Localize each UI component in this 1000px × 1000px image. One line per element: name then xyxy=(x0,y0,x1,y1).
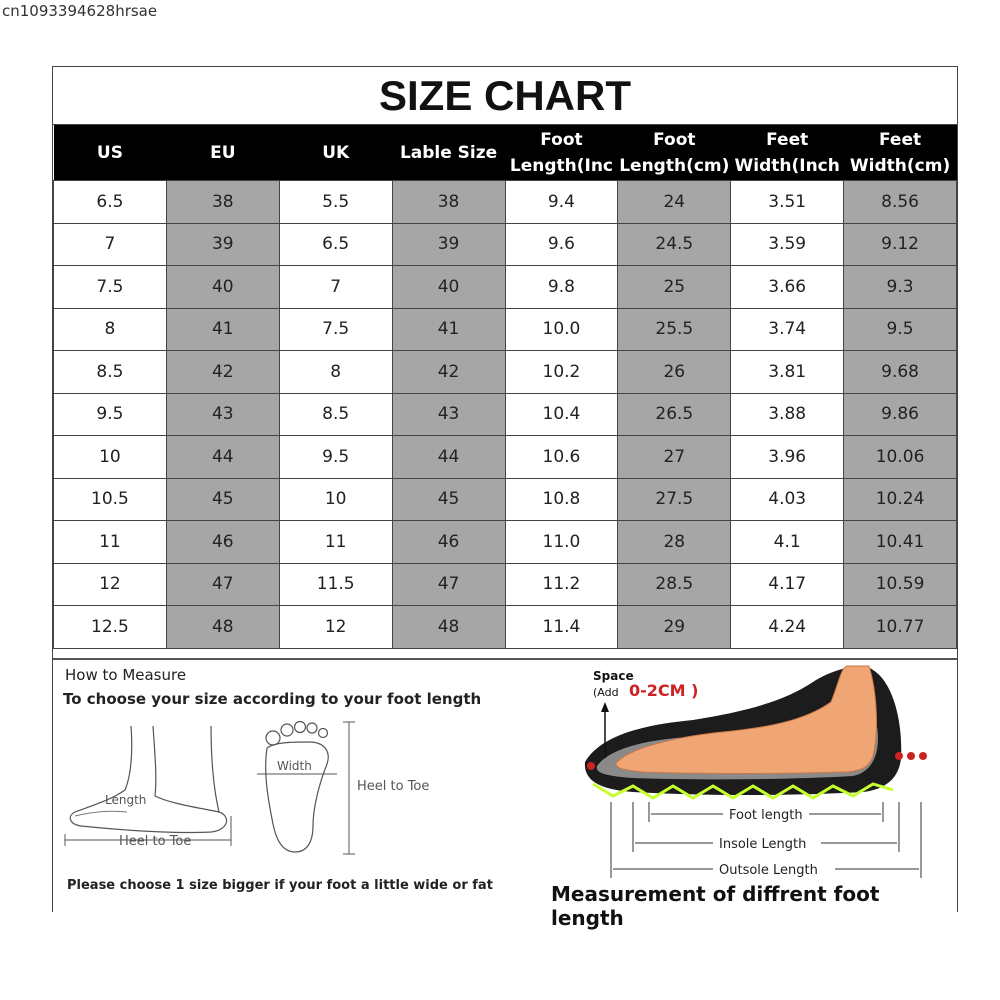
table-cell: 40 xyxy=(392,266,505,309)
size-chart xyxy=(52,66,958,930)
heel-to-toe-label: Heel to Toe xyxy=(119,834,192,849)
table-row xyxy=(54,308,957,351)
table-row xyxy=(54,266,957,309)
table-cell: 41 xyxy=(166,308,279,351)
table-cell: 43 xyxy=(166,393,279,436)
shoe-measurement-illustration xyxy=(573,662,957,880)
column-header: Lable Size xyxy=(392,125,505,181)
table-cell: 29 xyxy=(618,606,731,649)
table-cell: 10.5 xyxy=(54,478,167,521)
table-cell: 3.51 xyxy=(731,181,844,224)
column-header: Foot Length(cm) xyxy=(618,125,731,181)
table-cell: 4.1 xyxy=(731,521,844,564)
table-cell: 27 xyxy=(618,436,731,479)
table-body xyxy=(54,181,957,649)
column-header: EU xyxy=(166,125,279,181)
table-cell: 9.8 xyxy=(505,266,618,309)
table-header-row xyxy=(54,125,957,181)
table-cell: 11 xyxy=(279,521,392,564)
space-label: Space xyxy=(593,669,634,683)
table-row xyxy=(54,223,957,266)
table-cell: 9.86 xyxy=(844,393,957,436)
table-cell: 38 xyxy=(166,181,279,224)
range-label: 0-2CM ) xyxy=(629,681,699,700)
table-cell: 48 xyxy=(392,606,505,649)
table-cell: 10 xyxy=(279,478,392,521)
how-to-measure-note: Please choose 1 size bigger if your foot a little wide or fat xyxy=(67,878,493,893)
table-cell: 4.24 xyxy=(731,606,844,649)
table-cell: 47 xyxy=(166,563,279,606)
table-cell: 11.4 xyxy=(505,606,618,649)
table-cell: 26.5 xyxy=(618,393,731,436)
table-cell: 10 xyxy=(54,436,167,479)
table-cell: 12 xyxy=(279,606,392,649)
table-cell: 46 xyxy=(166,521,279,564)
table-cell: 4.17 xyxy=(731,563,844,606)
table-cell: 38 xyxy=(392,181,505,224)
foot-length-label: Foot length xyxy=(729,808,803,823)
table-cell: 10.2 xyxy=(505,351,618,394)
table-cell: 7.5 xyxy=(279,308,392,351)
table-cell: 26 xyxy=(618,351,731,394)
table-cell: 11.0 xyxy=(505,521,618,564)
watermark-text: cn1093394628hrsae xyxy=(2,2,158,20)
column-header: US xyxy=(54,125,167,181)
column-header: UK xyxy=(279,125,392,181)
table-cell: 46 xyxy=(392,521,505,564)
table-cell: 42 xyxy=(166,351,279,394)
table-cell: 9.12 xyxy=(844,223,957,266)
table-cell: 3.59 xyxy=(731,223,844,266)
table-cell: 24.5 xyxy=(618,223,731,266)
table-cell: 12.5 xyxy=(54,606,167,649)
table-cell: 43 xyxy=(392,393,505,436)
table-row xyxy=(54,521,957,564)
table-cell: 48 xyxy=(166,606,279,649)
table-row xyxy=(54,181,957,224)
table-cell: 3.88 xyxy=(731,393,844,436)
measurement-caption: Measurement of diffrent foot length xyxy=(551,882,880,930)
heel-to-toe-vertical-label: Heel to Toe xyxy=(357,779,429,794)
foot-top-illustration xyxy=(249,714,429,864)
table-cell: 8.5 xyxy=(279,393,392,436)
table-row xyxy=(54,478,957,521)
add-label: (Add xyxy=(593,686,619,699)
table-cell: 28 xyxy=(618,521,731,564)
table-cell: 4.03 xyxy=(731,478,844,521)
column-header: Feet Width(cm) xyxy=(844,125,957,181)
table-cell: 10.41 xyxy=(844,521,957,564)
table-cell: 9.68 xyxy=(844,351,957,394)
table-cell: 9.5 xyxy=(54,393,167,436)
table-cell: 6.5 xyxy=(279,223,392,266)
table-row xyxy=(54,393,957,436)
table-cell: 25 xyxy=(618,266,731,309)
how-to-measure-subtitle: To choose your size according to your foot length xyxy=(63,690,482,708)
table-cell: 27.5 xyxy=(618,478,731,521)
table-cell: 8.5 xyxy=(54,351,167,394)
table-row xyxy=(54,436,957,479)
table-cell: 10.06 xyxy=(844,436,957,479)
size-table xyxy=(53,125,957,649)
table-cell: 3.96 xyxy=(731,436,844,479)
table-cell: 8 xyxy=(54,308,167,351)
table-cell: 7 xyxy=(54,223,167,266)
table-cell: 10.0 xyxy=(505,308,618,351)
chart-title: SIZE CHART xyxy=(53,67,957,125)
table-cell: 39 xyxy=(392,223,505,266)
table-cell: 10.8 xyxy=(505,478,618,521)
table-cell: 42 xyxy=(392,351,505,394)
table-cell: 25.5 xyxy=(618,308,731,351)
table-cell: 3.74 xyxy=(731,308,844,351)
table-cell: 44 xyxy=(166,436,279,479)
table-cell: 8.56 xyxy=(844,181,957,224)
table-cell: 5.5 xyxy=(279,181,392,224)
table-cell: 3.81 xyxy=(731,351,844,394)
table-cell: 11.2 xyxy=(505,563,618,606)
table-cell: 10.59 xyxy=(844,563,957,606)
table-cell: 3.66 xyxy=(731,266,844,309)
width-label: Width xyxy=(277,759,312,773)
table-cell: 10.24 xyxy=(844,478,957,521)
table-cell: 9.5 xyxy=(844,308,957,351)
table-row xyxy=(54,351,957,394)
column-header: Foot Length(Inc xyxy=(505,125,618,181)
measure-panel xyxy=(53,658,957,930)
table-row xyxy=(54,563,957,606)
table-cell: 39 xyxy=(166,223,279,266)
outsole-length-label: Outsole Length xyxy=(719,863,818,878)
table-cell: 24 xyxy=(618,181,731,224)
length-label: Length xyxy=(105,793,147,807)
table-cell: 10.77 xyxy=(844,606,957,649)
table-cell: 7.5 xyxy=(54,266,167,309)
column-header: Feet Width(Inch xyxy=(731,125,844,181)
table-cell: 28.5 xyxy=(618,563,731,606)
table-cell: 9.3 xyxy=(844,266,957,309)
table-cell: 41 xyxy=(392,308,505,351)
table-cell: 9.6 xyxy=(505,223,618,266)
table-cell: 12 xyxy=(54,563,167,606)
table-cell: 45 xyxy=(392,478,505,521)
table-cell: 9.4 xyxy=(505,181,618,224)
table-cell: 40 xyxy=(166,266,279,309)
table-cell: 10.4 xyxy=(505,393,618,436)
table-cell: 10.6 xyxy=(505,436,618,479)
table-cell: 11 xyxy=(54,521,167,564)
how-to-measure-title: How to Measure xyxy=(65,666,187,684)
table-cell: 44 xyxy=(392,436,505,479)
table-row xyxy=(54,606,957,649)
table-cell: 47 xyxy=(392,563,505,606)
foot-side-illustration xyxy=(61,716,241,856)
table-cell: 45 xyxy=(166,478,279,521)
table-cell: 8 xyxy=(279,351,392,394)
table-cell: 7 xyxy=(279,266,392,309)
table-cell: 6.5 xyxy=(54,181,167,224)
table-cell: 11.5 xyxy=(279,563,392,606)
table-cell: 9.5 xyxy=(279,436,392,479)
insole-length-label: Insole Length xyxy=(719,837,807,852)
